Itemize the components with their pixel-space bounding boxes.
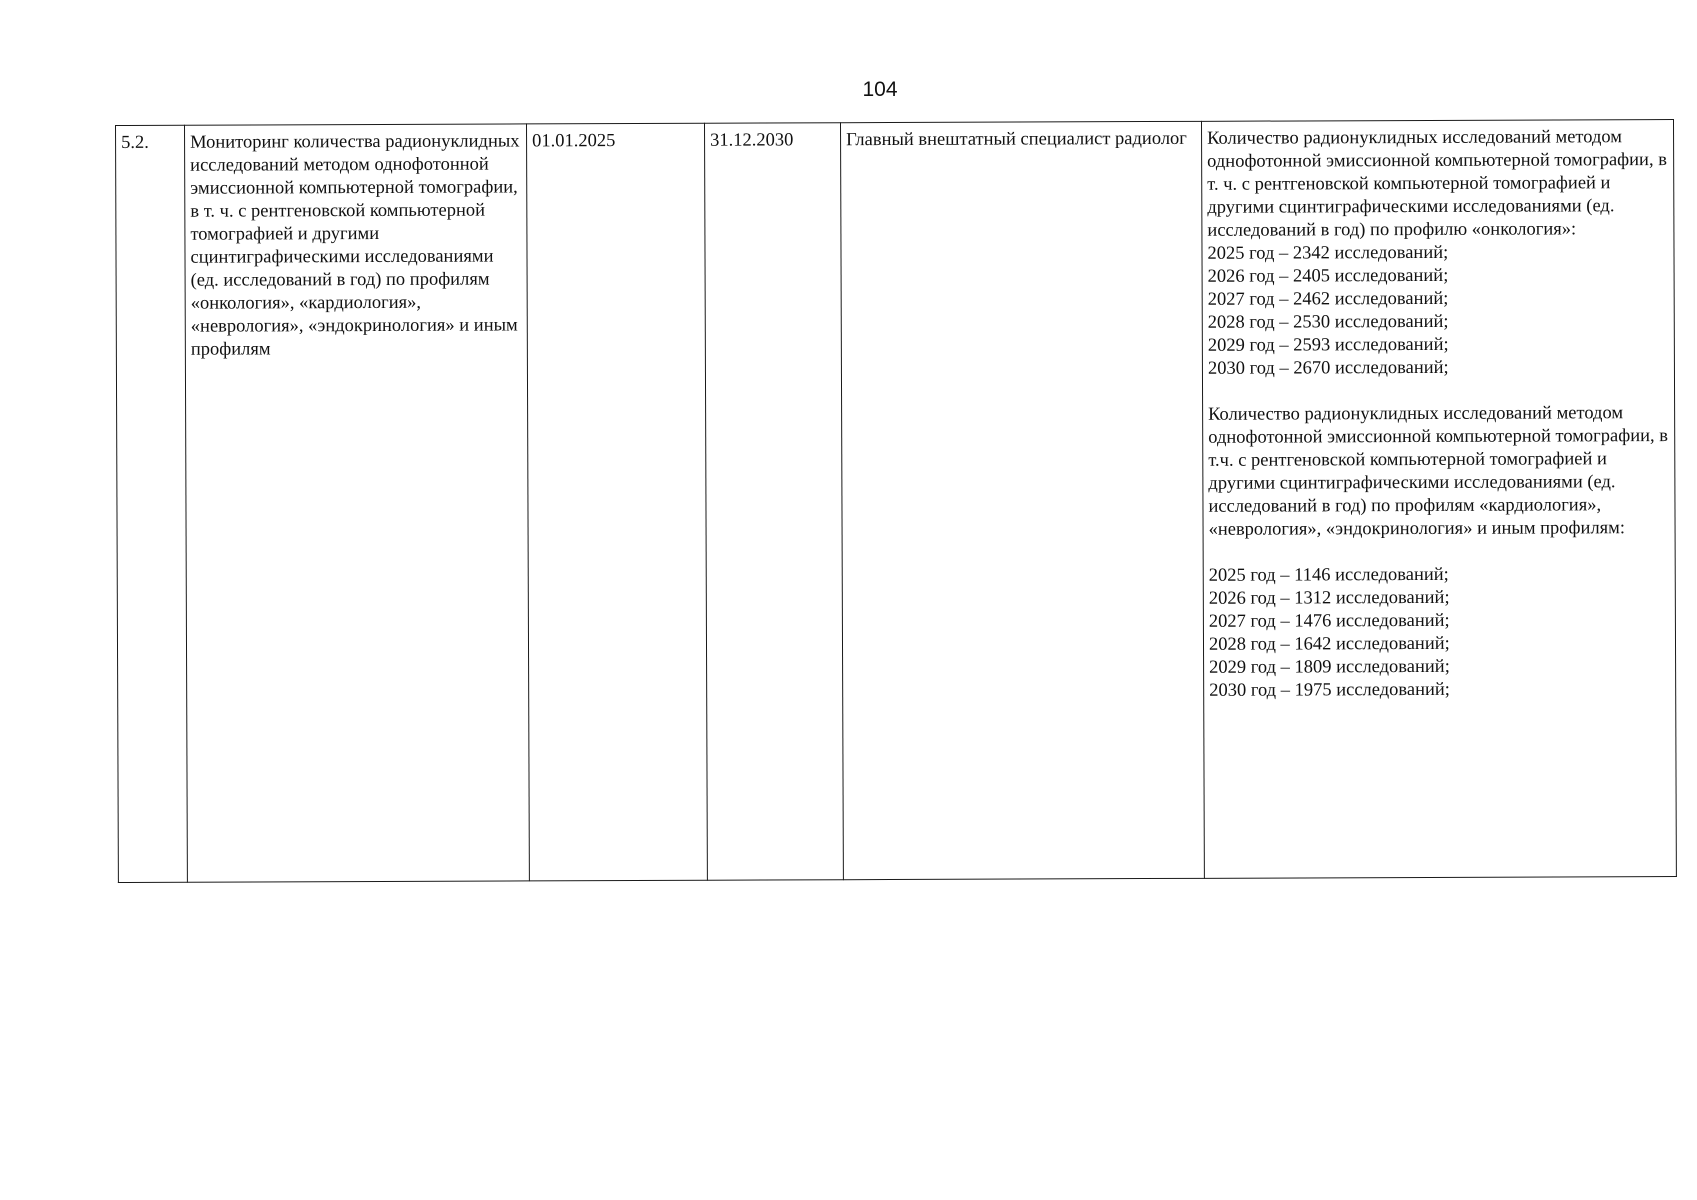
activity-cell <box>185 124 530 882</box>
plan-table <box>115 119 1677 883</box>
table-row <box>116 120 1677 883</box>
result-block2-value: 2025 год – 1146 исследований; <box>1208 564 1449 586</box>
paragraph-gap <box>1209 540 1670 565</box>
start-date-cell <box>526 123 707 881</box>
activity-text: Мониторинг количества радионуклидных исследований методом однофотонной эмиссионной компьютерной томографии, в т. ч. с рентгеновской компьютерной томографией и другими сцинтиграфическими исследованиями (ед. исследований в год) по профилям «онкология», «кардиология», «неврология», «эндокринология» и иным профилям <box>190 131 520 360</box>
result-block1-value: 2028 год – 2530 исследований; <box>1207 311 1449 333</box>
result-block2-value: 2028 год – 1642 исследований; <box>1208 633 1450 655</box>
page-number: 104 <box>862 78 898 101</box>
paragraph-gap <box>1208 379 1669 404</box>
end-date: 31.12.2030 <box>710 130 794 151</box>
result-block2-value: 2029 год – 1809 исследований; <box>1209 656 1450 678</box>
result-block2-value: 2030 год – 1975 исследований; <box>1209 679 1450 701</box>
result-block2-value: 2026 год – 1312 исследований; <box>1208 587 1450 609</box>
result-block1-value: 2025 год – 2342 исследований; <box>1207 242 1449 264</box>
row-number-cell <box>116 125 188 882</box>
responsible-cell <box>840 121 1204 879</box>
start-date: 01.01.2025 <box>532 131 616 152</box>
result-block1-title: Количество радионуклидных исследований методом однофотонной эмиссионной компьютерной томографии, в т. ч. с рентгеновской компьютерной томографией и другими сцинтиграфическими исследованиями (ед. исследований в год) по профилю «онкология»: <box>1207 127 1667 241</box>
responsible-text: Главный внештатный специалист радиолог <box>846 128 1187 151</box>
result-block1-value: 2026 год – 2405 исследований; <box>1207 265 1449 287</box>
end-date-cell <box>704 123 843 881</box>
result-block1-value: 2029 год – 2593 исследований; <box>1207 334 1449 356</box>
result-block1-value: 2027 год – 2462 исследований; <box>1207 288 1449 310</box>
result-block2-title: Количество радионуклидных исследований методом однофотонной эмиссионной компьютерной томографии, в т.ч. с рентгеновской компьютерной томографией и другими сцинтиграфическими исследованиями (ед. исследований в год) по профилям «кардиология», «неврология», «эндокринология» и иным профилям: <box>1208 403 1669 540</box>
result-block2-value: 2027 год – 1476 исследований; <box>1208 610 1450 632</box>
result-cell <box>1201 120 1676 879</box>
row-number: 5.2. <box>121 132 149 153</box>
result-block1-value: 2030 год – 2670 исследований; <box>1207 357 1449 379</box>
